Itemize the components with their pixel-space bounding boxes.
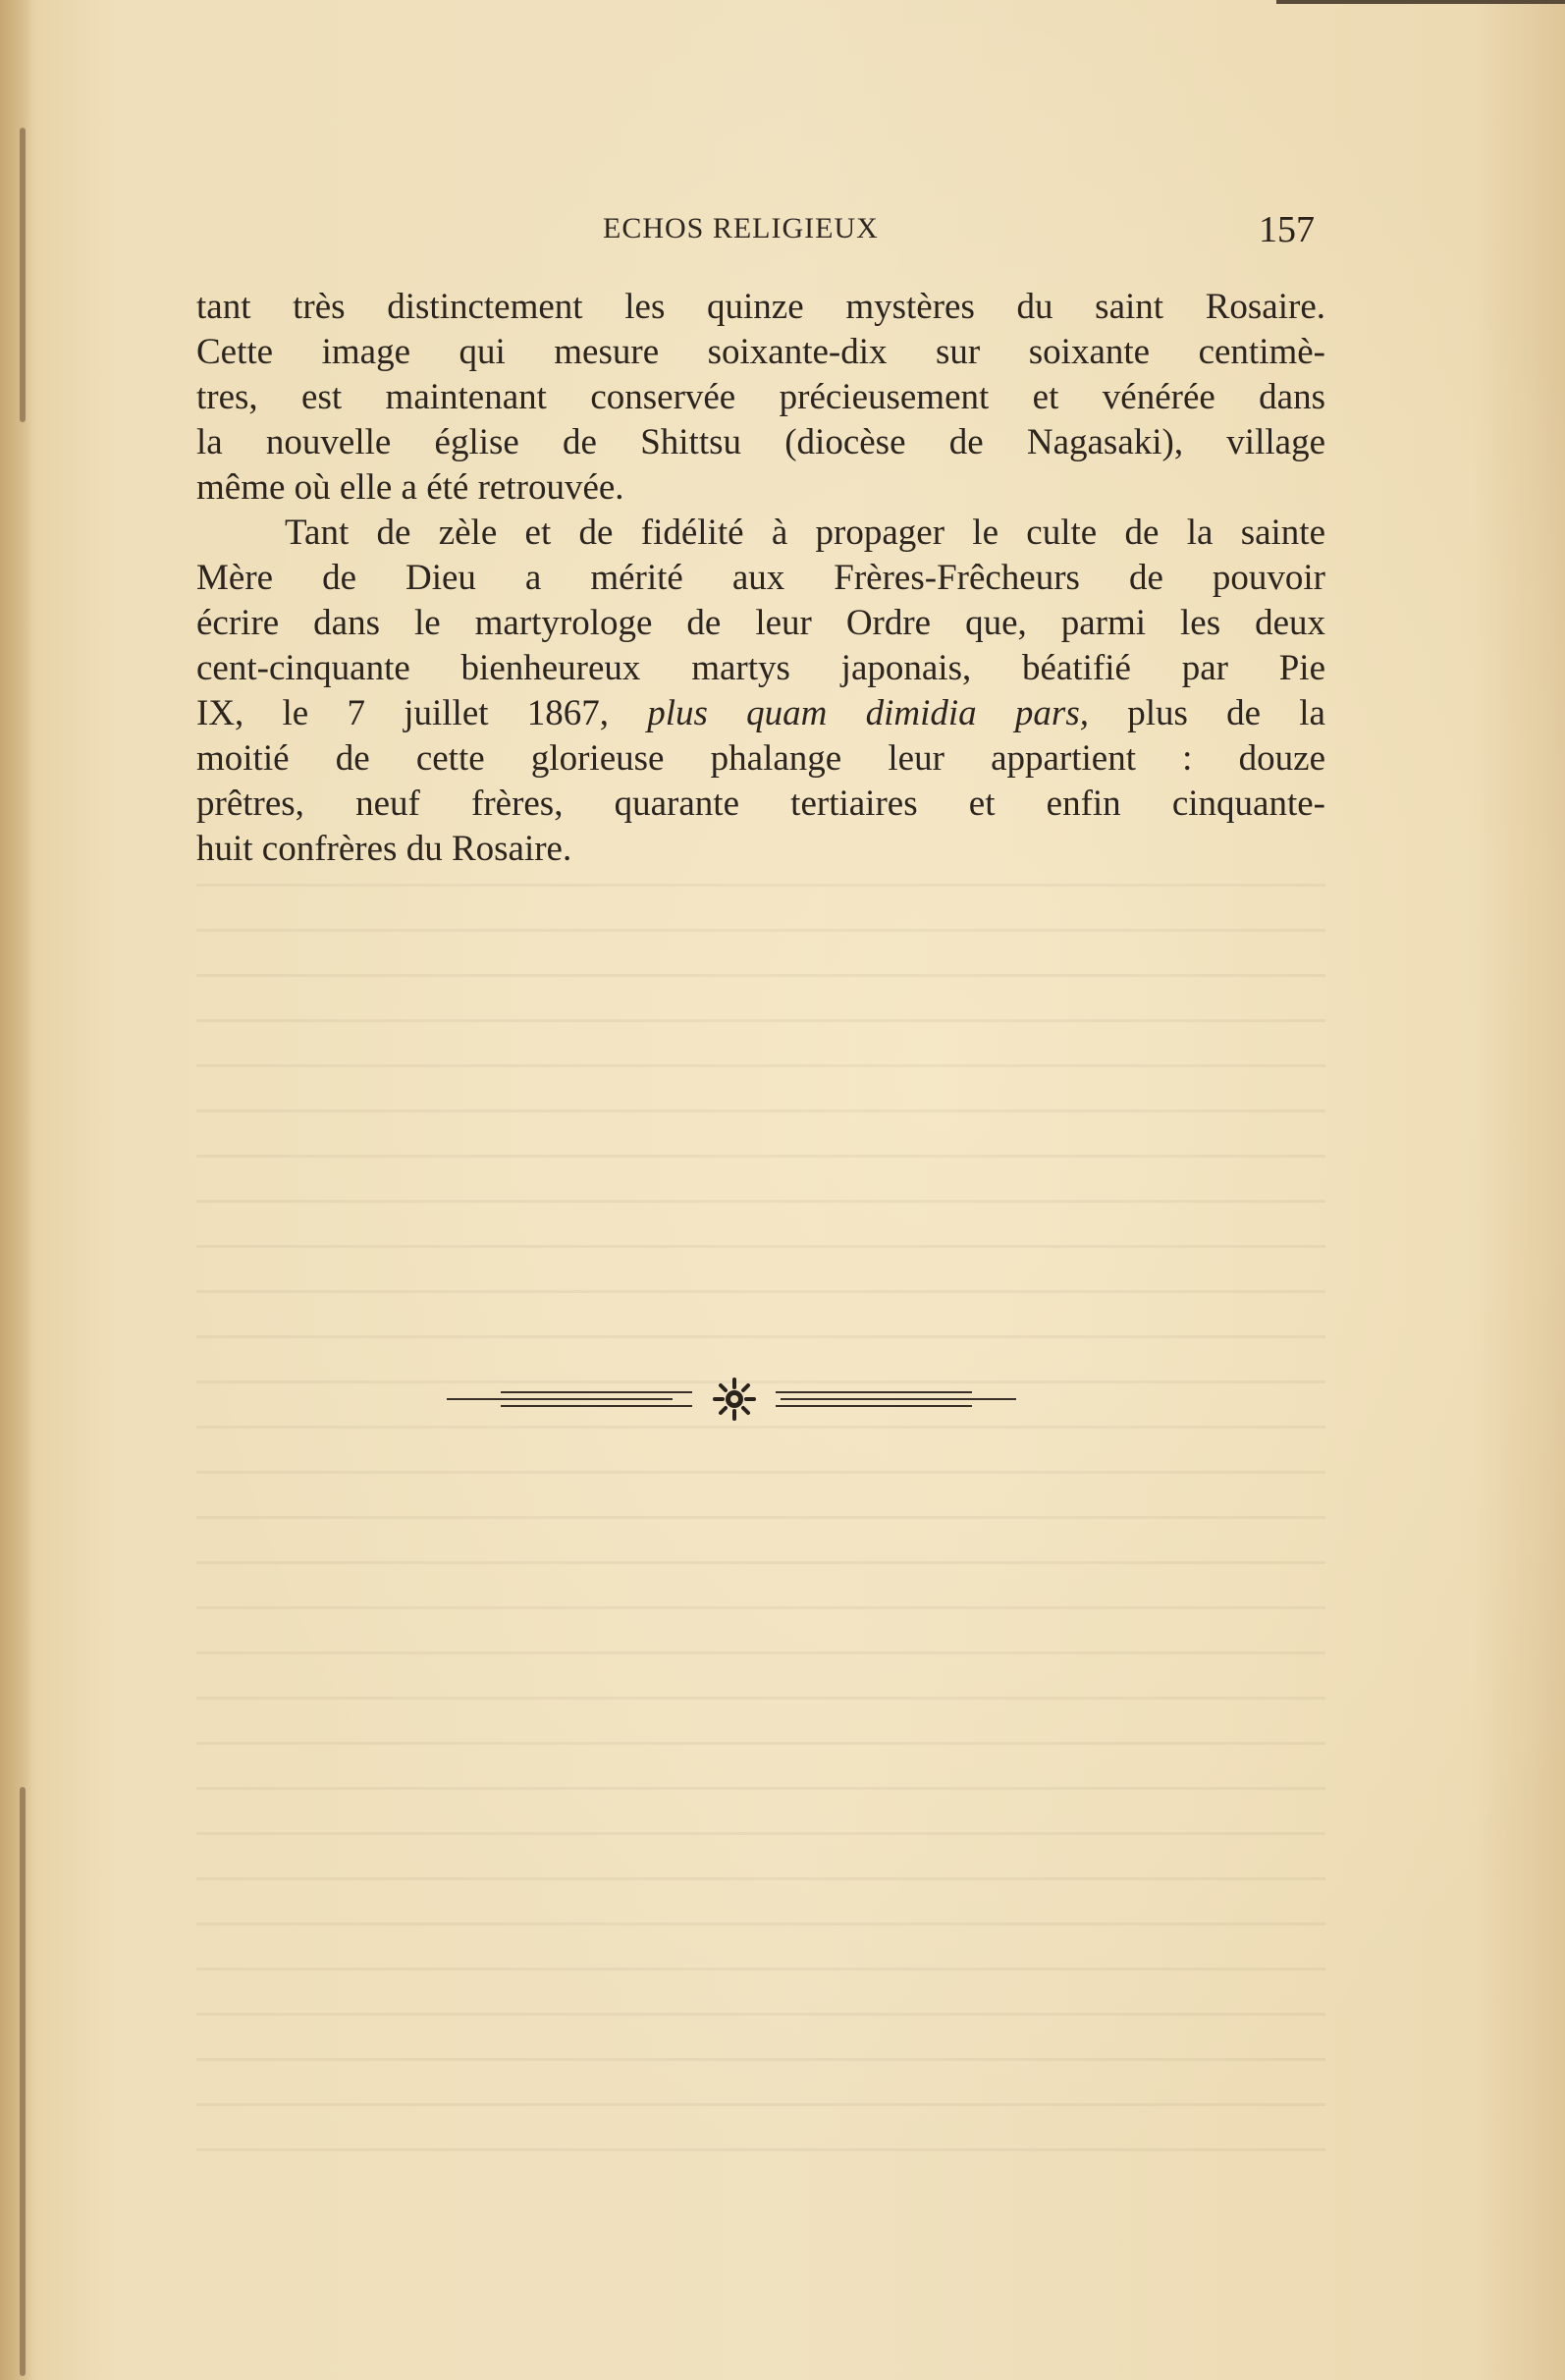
section-ornament [447, 1378, 1026, 1427]
page-number: 157 [1259, 209, 1315, 250]
text-line: Tant de zèle et de fidélité à propager le culte de la sainte [285, 513, 1325, 553]
body-text [196, 285, 1325, 872]
text-line: écrire dans le martyrologe de leur Ordre que, parmi les deux [196, 603, 1325, 643]
text-line-with-italic [196, 691, 1325, 736]
binding-mark [20, 1787, 26, 2376]
text-line: Mère de Dieu a mérité aux Frères-Frêcheurs de pouvoir [196, 558, 1325, 598]
latin-phrase: plus quam dimidia pars, [647, 693, 1089, 733]
text-segment: plus de la [1088, 693, 1325, 733]
text-line: Cette image qui mesure soixante-dix sur soixante centimè- [196, 332, 1325, 372]
binding-shadow [0, 0, 33, 2380]
text-line: prêtres, neuf frères, quarante tertiaires et enfin cinquante- [196, 784, 1325, 824]
text-line: moitié de cette glorieuse phalange leur appartient : douze [196, 738, 1325, 779]
ornament-rule [447, 1378, 1026, 1427]
text-line: huit confrères du Rosaire. [196, 829, 572, 869]
show-through-text [196, 884, 1325, 2160]
text-line: même où elle a été retrouvée. [196, 467, 624, 508]
text-line: cent-cinquante bienheureux martys japonais, béatifié par Pie [196, 648, 1325, 688]
running-head [196, 202, 1325, 261]
running-title: ECHOS RELIGIEUX [603, 212, 879, 244]
text-segment: IX, le 7 juillet 1867, [196, 693, 648, 733]
text-line: tant très distinctement les quinze mystères du saint Rosaire. [196, 287, 1325, 327]
page-top-edge [1276, 0, 1565, 4]
binding-mark [20, 128, 26, 422]
sun-ornament-icon [715, 1379, 754, 1419]
text-line: tres, est maintenant conservée précieusement et vénérée dans [196, 377, 1325, 417]
text-line: la nouvelle église de Shittsu (diocèse de Nagasaki), village [196, 422, 1325, 462]
